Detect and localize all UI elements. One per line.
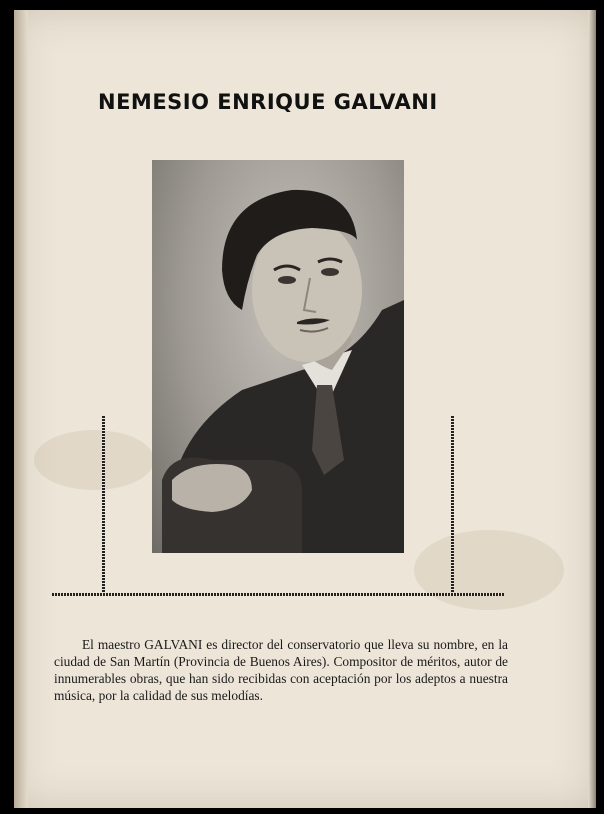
portrait-illustration [152, 160, 404, 553]
portrait-photo [152, 160, 404, 553]
paper-stain [34, 430, 154, 490]
frame-border-bottom [52, 593, 504, 596]
paper-stain [414, 530, 564, 610]
page-edge-right [588, 10, 596, 808]
document-page [14, 10, 596, 808]
frame-border-left [102, 416, 105, 592]
frame-border-right [451, 416, 454, 592]
biography-paragraph: El maestro GALVANI es director del conservatorio que lleva su nombre, en la ciudad de San Martín (Provincia de Buenos Aires). Compositor de méritos, autor de innumerables obras, que han sido recibidas con aceptación por los adeptos a nuestra música, por la calidad de sus melodías. [54, 637, 508, 703]
page-edge-left [14, 10, 28, 808]
page-title: NEMESIO ENRIQUE GALVANI [98, 90, 438, 114]
